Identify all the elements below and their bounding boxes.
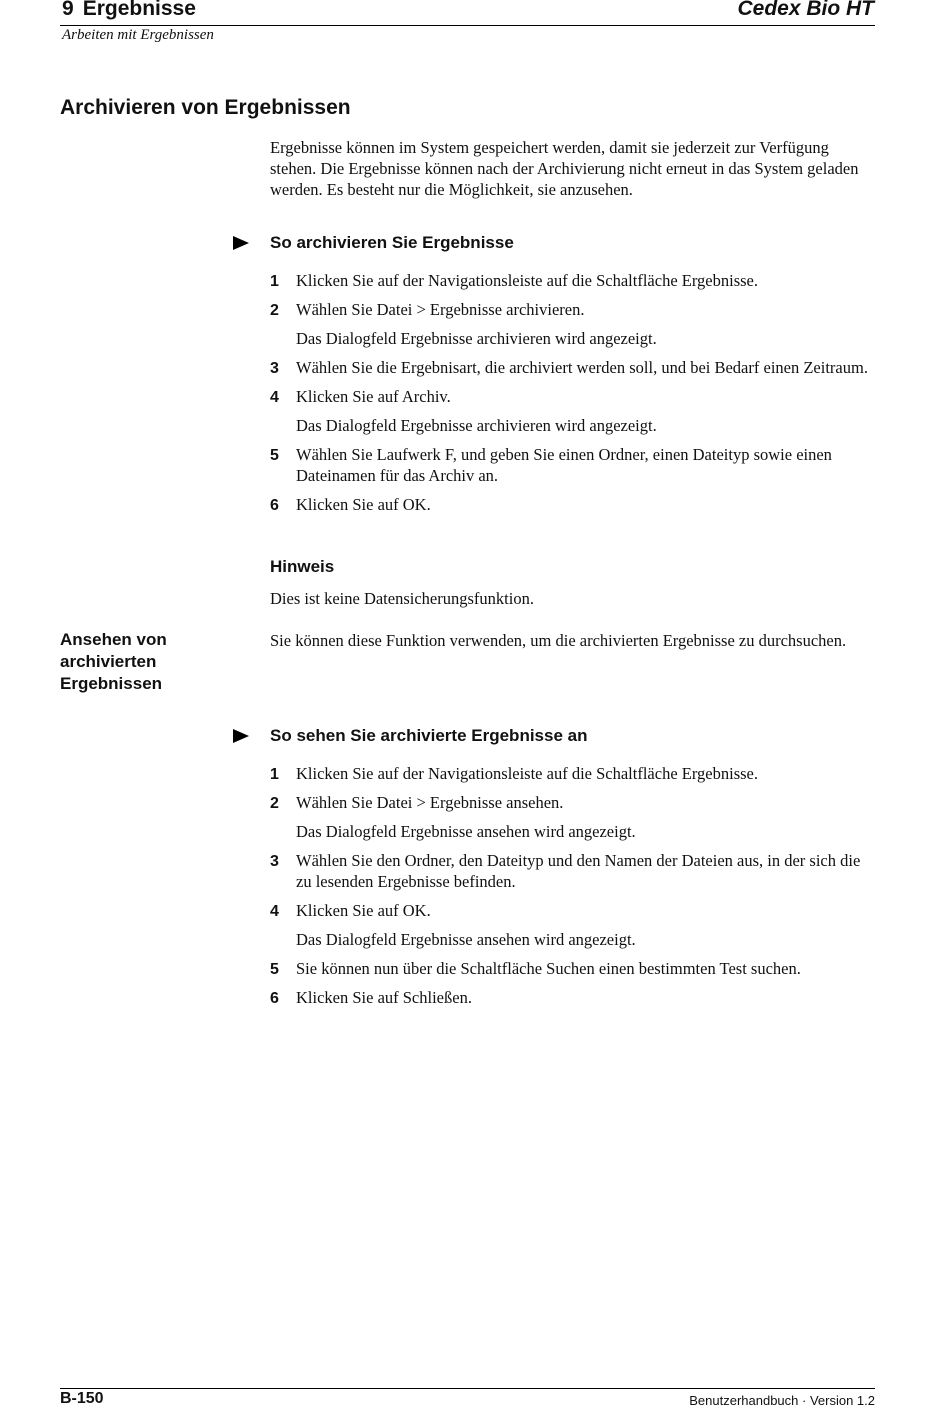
step-text: Das Dialogfeld Ergebnisse ansehen wird angezeigt. [296,930,636,949]
step-text: Wählen Sie die Ergebnisart, die archiviert werden soll, und bei Bedarf einen Zeitraum. [296,358,868,377]
step-item [270,386,875,407]
step-number: 2 [270,795,279,812]
step-item [270,763,875,784]
product-name: Cedex Bio HT [737,0,874,20]
header-rule [60,25,875,26]
section-title: Archivieren von Ergebnissen [60,96,351,119]
side-heading: Ansehen von archivierten Ergebnissen [60,630,167,693]
step-item [270,444,875,486]
step-number: 1 [270,273,279,290]
step-text: Klicken Sie auf Schließen. [296,988,472,1007]
step-result [270,821,875,842]
step-result [270,415,875,436]
note-heading: Hinweis [270,557,335,576]
step-text: Sie können nun über die Schaltfläche Suchen einen bestimmten Test suchen. [296,959,801,978]
arrow-icon [233,236,249,250]
procedure-title: So archivieren Sie Ergebnisse [270,233,514,252]
step-item [270,357,875,378]
step-number: 3 [270,360,279,377]
step-text: Das Dialogfeld Ergebnisse archivieren wird angezeigt. [296,329,657,348]
subsection-text: Sie können diese Funktion verwenden, um die archivierten Ergebnisse zu durchsuchen. [270,631,847,650]
step-item [270,270,875,291]
step-item [270,850,875,892]
step-number: 6 [270,990,279,1007]
step-item [270,494,875,515]
step-number: 5 [270,447,279,464]
step-text: Klicken Sie auf Archiv. [296,387,451,406]
section-intro: Ergebnisse können im System gespeichert werden, damit sie jederzeit zur Verfügung stehen. Die Ergebnisse können nach der Archivierung nicht erneut in das System geladen werden. Es besteht nur die Möglichkeit, sie anzusehen. [270,138,859,199]
chapter-number: 9 [62,0,74,20]
step-text: Wählen Sie Datei > Ergebnisse ansehen. [296,793,564,812]
step-result [270,328,875,349]
step-item [270,958,875,979]
step-text: Wählen Sie den Ordner, den Dateityp und den Namen der Dateien aus, in der sich die zu lesenden Ergebnisse befinden. [296,851,861,891]
procedure-title: So sehen Sie archivierte Ergebnisse an [270,726,588,745]
header-subtitle: Arbeiten mit Ergebnissen [62,27,214,43]
step-number: 4 [270,389,279,406]
step-item [270,792,875,813]
arrow-icon [233,729,249,743]
manual-version: Benutzerhandbuch · Version 1.2 [689,1393,875,1408]
procedure-heading-archive [233,233,514,253]
steps-archive [270,270,875,523]
steps-view [270,763,875,1016]
step-number: 4 [270,903,279,920]
step-item [270,987,875,1008]
procedure-heading-view [233,726,587,746]
chapter-header [62,0,196,21]
step-text: Klicken Sie auf der Navigationsleiste auf die Schaltfläche Ergebnisse. [296,764,758,783]
note-text: Dies ist keine Datensicherungsfunktion. [270,589,534,608]
step-number: 3 [270,853,279,870]
step-item [270,299,875,320]
chapter-title: Ergebnisse [82,0,196,20]
step-number: 2 [270,302,279,319]
step-item [270,900,875,921]
step-text: Klicken Sie auf OK. [296,901,431,920]
step-text: Klicken Sie auf der Navigationsleiste auf die Schaltfläche Ergebnisse. [296,271,758,290]
step-number: 6 [270,497,279,514]
step-number: 5 [270,961,279,978]
step-result [270,929,875,950]
step-text: Das Dialogfeld Ergebnisse archivieren wird angezeigt. [296,416,657,435]
step-number: 1 [270,766,279,783]
page-number: B-150 [60,1390,104,1407]
step-text: Klicken Sie auf OK. [296,495,431,514]
step-text: Wählen Sie Datei > Ergebnisse archivieren. [296,300,585,319]
step-text: Das Dialogfeld Ergebnisse ansehen wird angezeigt. [296,822,636,841]
step-text: Wählen Sie Laufwerk F, und geben Sie einen Ordner, einen Dateityp sowie einen Dateinamen für das Archiv an. [296,445,832,485]
footer-rule [60,1388,875,1389]
